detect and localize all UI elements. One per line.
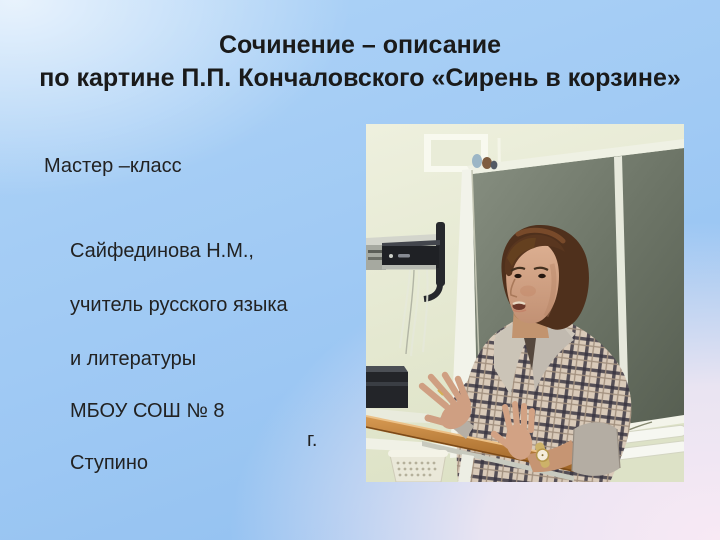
slide-title bbox=[0, 29, 720, 95]
classroom-photo bbox=[366, 124, 684, 482]
title-line-2: по картине П.П. Кончаловского «Сирень в корзине» bbox=[39, 64, 681, 92]
title-line-1: Сочинение – описание bbox=[219, 31, 501, 59]
credit-city-prefix: г. bbox=[307, 429, 318, 451]
credit-school: МБОУ СОШ № 8 bbox=[70, 400, 225, 422]
credit-city: Ступино bbox=[70, 452, 148, 474]
subtitle-master-class: Мастер –класс bbox=[44, 155, 182, 177]
waste-basket bbox=[388, 450, 448, 482]
credit-role-line-1: учитель русского языка bbox=[70, 294, 288, 316]
teacher-head bbox=[501, 225, 589, 330]
classroom-photo-graphic bbox=[366, 124, 684, 482]
credit-role-line-2: и литературы bbox=[70, 348, 197, 370]
credit-author-name: Сайфединова Н.М., bbox=[70, 240, 254, 262]
jacket-cuff bbox=[572, 422, 620, 476]
